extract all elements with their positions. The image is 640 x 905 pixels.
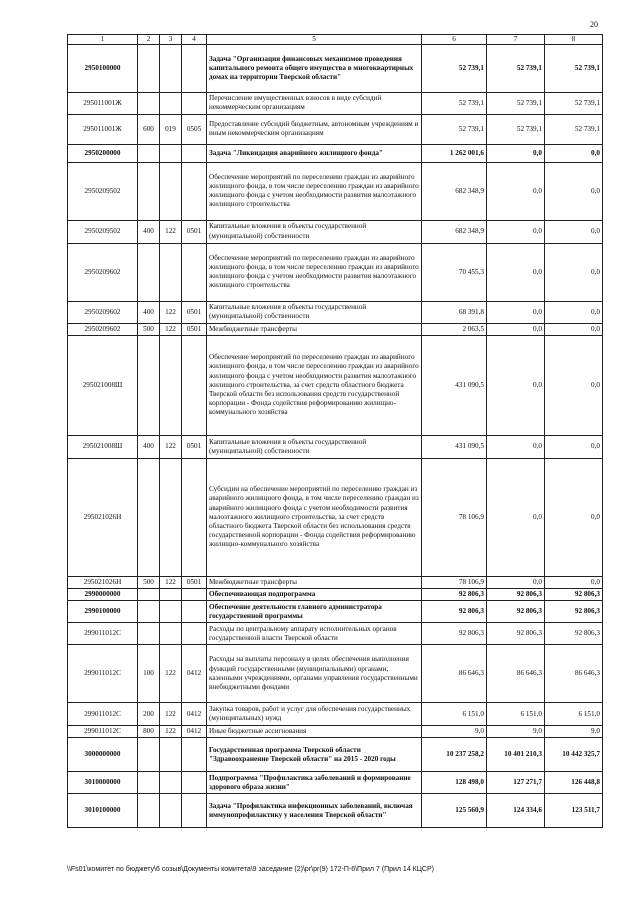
- admin-code-cell: 122: [160, 645, 182, 703]
- amount-col8-cell: 86 646,3: [545, 645, 603, 703]
- budget-code-cell: 2950209502: [68, 162, 138, 220]
- table-body: [68, 45, 603, 828]
- section-code-cell: 0501: [182, 576, 207, 588]
- item-name-cell: Задача "Организация финансовых механизмов проведения капитального ремонта общего имущества в многоквартирных домах на территории Тверской области": [207, 45, 422, 93]
- section-code-cell: [182, 335, 207, 435]
- budget-code-cell: 2950209602: [68, 243, 138, 301]
- expense-type-cell: [138, 589, 160, 601]
- amount-col7-cell: 86 646,3: [487, 645, 545, 703]
- amount-col6-cell: 431 090,5: [422, 435, 487, 458]
- amount-col6-cell: 9,0: [422, 726, 487, 738]
- amount-col8-cell: 0,0: [545, 220, 603, 243]
- amount-col6-cell: 92 806,3: [422, 601, 487, 623]
- expense-type-cell: 800: [138, 726, 160, 738]
- budget-code-cell: 2950209602: [68, 301, 138, 323]
- header-col-6: 6: [422, 35, 487, 45]
- amount-col7-cell: 52 739,1: [487, 93, 545, 114]
- table-row: [68, 243, 603, 301]
- item-name-cell: Закупка товаров, работ и услуг для обеспечения государственных (муниципальных) нужд: [207, 703, 422, 726]
- amount-col8-cell: 52 739,1: [545, 93, 603, 114]
- amount-col7-cell: 0,0: [487, 323, 545, 335]
- table-header-row: [68, 35, 603, 45]
- amount-col6-cell: 682 348,9: [422, 220, 487, 243]
- section-code-cell: [182, 623, 207, 645]
- header-col-5: 5: [207, 35, 422, 45]
- header-col-4: 4: [182, 35, 207, 45]
- admin-code-cell: [160, 162, 182, 220]
- amount-col8-cell: 126 448,8: [545, 772, 603, 794]
- expense-type-cell: 500: [138, 576, 160, 588]
- amount-col8-cell: 0,0: [545, 335, 603, 435]
- item-name-cell: Иные бюджетные ассигнования: [207, 726, 422, 738]
- amount-col8-cell: 52 739,1: [545, 114, 603, 144]
- section-code-cell: 0412: [182, 726, 207, 738]
- item-name-cell: Подпрограмма "Профилактика заболеваний и формирование здорового образа жизни": [207, 772, 422, 794]
- section-code-cell: [182, 589, 207, 601]
- amount-col7-cell: 0,0: [487, 162, 545, 220]
- table-row: [68, 645, 603, 703]
- expense-type-cell: [138, 243, 160, 301]
- budget-code-cell: 299011012С: [68, 703, 138, 726]
- table-row: [68, 726, 603, 738]
- amount-col7-cell: 0,0: [487, 576, 545, 588]
- amount-col6-cell: 52 739,1: [422, 93, 487, 114]
- item-name-cell: Задача "Ликвидация аварийного жилищного фонда": [207, 144, 422, 162]
- amount-col6-cell: 431 090,5: [422, 335, 487, 435]
- expense-type-cell: 200: [138, 703, 160, 726]
- admin-code-cell: [160, 794, 182, 828]
- expense-type-cell: 100: [138, 645, 160, 703]
- admin-code-cell: [160, 45, 182, 93]
- table-row: [68, 794, 603, 828]
- amount-col8-cell: 92 806,3: [545, 601, 603, 623]
- amount-col6-cell: 682 348,9: [422, 162, 487, 220]
- header-col-3: 3: [160, 35, 182, 45]
- section-code-cell: 0412: [182, 703, 207, 726]
- amount-col7-cell: 92 806,3: [487, 601, 545, 623]
- amount-col7-cell: 0,0: [487, 301, 545, 323]
- admin-code-cell: [160, 458, 182, 576]
- amount-col8-cell: 0,0: [545, 323, 603, 335]
- amount-col6-cell: 128 498,0: [422, 772, 487, 794]
- admin-code-cell: [160, 93, 182, 114]
- table-row: [68, 435, 603, 458]
- amount-col7-cell: 9,0: [487, 726, 545, 738]
- section-code-cell: [182, 458, 207, 576]
- expense-type-cell: 600: [138, 114, 160, 144]
- amount-col7-cell: 0,0: [487, 220, 545, 243]
- budget-code-cell: 3010000000: [68, 772, 138, 794]
- amount-col6-cell: 86 646,3: [422, 645, 487, 703]
- amount-col6-cell: 10 237 258,2: [422, 738, 487, 772]
- amount-col7-cell: 0,0: [487, 243, 545, 301]
- amount-col7-cell: 0,0: [487, 335, 545, 435]
- budget-code-cell: 295021026Н: [68, 458, 138, 576]
- section-code-cell: [182, 243, 207, 301]
- expense-type-cell: [138, 162, 160, 220]
- item-name-cell: Задача "Профилактика инфекционных заболеваний, включая иммунопрофилактику у населения Тверской области": [207, 794, 422, 828]
- amount-col8-cell: 0,0: [545, 435, 603, 458]
- header-col-8: 8: [545, 35, 603, 45]
- header-col-2: 2: [138, 35, 160, 45]
- budget-table: [67, 34, 603, 828]
- expense-type-cell: [138, 335, 160, 435]
- amount-col8-cell: 10 442 325,7: [545, 738, 603, 772]
- table-row: [68, 335, 603, 435]
- amount-col6-cell: 78 106,9: [422, 458, 487, 576]
- amount-col8-cell: 0,0: [545, 144, 603, 162]
- admin-code-cell: [160, 772, 182, 794]
- amount-col6-cell: 78 106,9: [422, 576, 487, 588]
- expense-type-cell: [138, 794, 160, 828]
- header-col-7: 7: [487, 35, 545, 45]
- amount-col6-cell: 125 560,9: [422, 794, 487, 828]
- admin-code-cell: 122: [160, 726, 182, 738]
- budget-code-cell: 2950100000: [68, 45, 138, 93]
- admin-code-cell: 122: [160, 703, 182, 726]
- table-row: [68, 458, 603, 576]
- amount-col7-cell: 10 401 210,3: [487, 738, 545, 772]
- expense-type-cell: [138, 623, 160, 645]
- amount-col6-cell: 70 455,3: [422, 243, 487, 301]
- item-name-cell: Межбюджетные трансферты: [207, 323, 422, 335]
- item-name-cell: Перечисление имущественных взносов в виде субсидий некоммерческим организациям: [207, 93, 422, 114]
- table-row: [68, 738, 603, 772]
- amount-col6-cell: 52 739,1: [422, 114, 487, 144]
- budget-code-cell: 299011012С: [68, 645, 138, 703]
- table-row: [68, 93, 603, 114]
- amount-col7-cell: 124 334,6: [487, 794, 545, 828]
- item-name-cell: Обеспечение мероприятий по переселению граждан из аварийного жилищного фонда, в том числе переселению граждан из аварийного жилищного фонда с учетом необходимости развития малоэтажного жилищного строительства: [207, 162, 422, 220]
- amount-col8-cell: 0,0: [545, 458, 603, 576]
- item-name-cell: Расходы на выплаты персоналу в целях обеспечения выполнения функций государственными (муниципальными) органами, казенными учреждениями, органами управления государственными внебюджетными фондами: [207, 645, 422, 703]
- item-name-cell: Обеспечение мероприятий по переселению граждан из аварийного жилищного фонда, в том числе переселению граждан из аварийного жилищного фонда с учетом необходимости развития малоэтажного жилищного строительства: [207, 243, 422, 301]
- section-code-cell: 0501: [182, 301, 207, 323]
- amount-col8-cell: 0,0: [545, 576, 603, 588]
- amount-col8-cell: 0,0: [545, 301, 603, 323]
- expense-type-cell: 400: [138, 301, 160, 323]
- expense-type-cell: [138, 45, 160, 93]
- amount-col7-cell: 0,0: [487, 458, 545, 576]
- section-code-cell: 0501: [182, 323, 207, 335]
- amount-col6-cell: 1 262 001,6: [422, 144, 487, 162]
- admin-code-cell: 019: [160, 114, 182, 144]
- table-row: [68, 301, 603, 323]
- expense-type-cell: 400: [138, 435, 160, 458]
- budget-code-cell: 295011001Ж: [68, 93, 138, 114]
- expense-type-cell: 400: [138, 220, 160, 243]
- budget-code-cell: 295021008Ш: [68, 335, 138, 435]
- expense-type-cell: 500: [138, 323, 160, 335]
- amount-col8-cell: 6 151,0: [545, 703, 603, 726]
- admin-code-cell: 122: [160, 220, 182, 243]
- section-code-cell: 0501: [182, 220, 207, 243]
- amount-col6-cell: 68 391,8: [422, 301, 487, 323]
- budget-code-cell: 2950209502: [68, 220, 138, 243]
- amount-col6-cell: 2 063,5: [422, 323, 487, 335]
- budget-code-cell: 3000000000: [68, 738, 138, 772]
- table-row: [68, 772, 603, 794]
- admin-code-cell: [160, 589, 182, 601]
- section-code-cell: [182, 45, 207, 93]
- item-name-cell: Капитальные вложения в объекты государственной (муниципальной) собственности: [207, 301, 422, 323]
- budget-code-cell: 3010100000: [68, 794, 138, 828]
- section-code-cell: [182, 794, 207, 828]
- section-code-cell: [182, 772, 207, 794]
- section-code-cell: 0412: [182, 645, 207, 703]
- admin-code-cell: 122: [160, 435, 182, 458]
- budget-code-cell: 2950200000: [68, 144, 138, 162]
- budget-code-cell: 295021026Н: [68, 576, 138, 588]
- item-name-cell: Обеспечивающая подпрограмма: [207, 589, 422, 601]
- section-code-cell: [182, 162, 207, 220]
- amount-col7-cell: 127 271,7: [487, 772, 545, 794]
- item-name-cell: Государственная программа Тверской области "Здравоохранение Тверской области" на 2015 - 2020 годы: [207, 738, 422, 772]
- section-code-cell: [182, 144, 207, 162]
- amount-col7-cell: 0,0: [487, 144, 545, 162]
- item-name-cell: Предоставление субсидий бюджетным, автономным учреждениям и иным некоммерческим организациям: [207, 114, 422, 144]
- amount-col8-cell: 52 739,1: [545, 45, 603, 93]
- amount-col7-cell: 92 806,3: [487, 623, 545, 645]
- admin-code-cell: [160, 623, 182, 645]
- item-name-cell: Капитальные вложения в объекты государственной (муниципальной) собственности: [207, 220, 422, 243]
- amount-col6-cell: 6 151,0: [422, 703, 487, 726]
- amount-col7-cell: 6 151,0: [487, 703, 545, 726]
- section-code-cell: [182, 601, 207, 623]
- section-code-cell: 0501: [182, 435, 207, 458]
- admin-code-cell: [160, 335, 182, 435]
- expense-type-cell: [138, 738, 160, 772]
- table-row: [68, 220, 603, 243]
- table-row: [68, 623, 603, 645]
- admin-code-cell: 122: [160, 323, 182, 335]
- table-row: [68, 601, 603, 623]
- amount-col8-cell: 92 806,3: [545, 623, 603, 645]
- budget-code-cell: 2990100000: [68, 601, 138, 623]
- amount-col7-cell: 92 806,3: [487, 589, 545, 601]
- budget-code-cell: 299011012С: [68, 726, 138, 738]
- amount-col7-cell: 52 739,1: [487, 114, 545, 144]
- section-code-cell: 0505: [182, 114, 207, 144]
- table-row: [68, 589, 603, 601]
- budget-code-cell: 2990000000: [68, 589, 138, 601]
- expense-type-cell: [138, 772, 160, 794]
- expense-type-cell: [138, 93, 160, 114]
- table-row: [68, 703, 603, 726]
- admin-code-cell: [160, 243, 182, 301]
- item-name-cell: Обеспечение деятельности главного администратора государственной программы: [207, 601, 422, 623]
- expense-type-cell: [138, 601, 160, 623]
- footer-file-path: \\Fs01\комитет по бюджету\6 созыв\Документы комитета\9 заседание (2)\pr\pr(9) 172-П-6\Прил 7 (Прил 14 КЦСР): [67, 866, 434, 873]
- section-code-cell: [182, 738, 207, 772]
- table-row: [68, 144, 603, 162]
- amount-col8-cell: 0,0: [545, 162, 603, 220]
- page-number: 20: [590, 20, 598, 29]
- amount-col8-cell: 92 806,3: [545, 589, 603, 601]
- table-row: [68, 323, 603, 335]
- table-row: [68, 114, 603, 144]
- header-col-1: 1: [68, 35, 138, 45]
- amount-col8-cell: 0,0: [545, 243, 603, 301]
- budget-code-cell: 299011012С: [68, 623, 138, 645]
- budget-code-cell: 295011001Ж: [68, 114, 138, 144]
- item-name-cell: Расходы по центральному аппарату исполнительных органов государственной власти Тверской области: [207, 623, 422, 645]
- amount-col6-cell: 52 739,1: [422, 45, 487, 93]
- section-code-cell: [182, 93, 207, 114]
- item-name-cell: Капитальные вложения в объекты государственной (муниципальной) собственности: [207, 435, 422, 458]
- admin-code-cell: [160, 601, 182, 623]
- expense-type-cell: [138, 458, 160, 576]
- item-name-cell: Межбюджетные трансферты: [207, 576, 422, 588]
- admin-code-cell: 122: [160, 301, 182, 323]
- item-name-cell: Субсидии на обеспечение мероприятий по переселению граждан из аварийного жилищного фонда, в том числе переселению граждан из аварийного жилищного фонда с учетом необходимости развития малоэтажного жилищного строительства, за счет средств областного бюджета Тверской области без использования средств государственной корпорации - Фонда содействия реформированию жилищно-коммунального хозяйства: [207, 458, 422, 576]
- admin-code-cell: [160, 738, 182, 772]
- table-row: [68, 576, 603, 588]
- amount-col7-cell: 0,0: [487, 435, 545, 458]
- item-name-cell: Обеспечение мероприятий по переселению граждан из аварийного жилищного фонда, в том числе переселению граждан из аварийного жилищного фонда с учетом необходимости развития малоэтажного жилищного строительства, за счет средств областного бюджета Тверской области без использования средств государственной корпорации - Фонда содействия реформированию жилищно-коммунального хозяйства: [207, 335, 422, 435]
- admin-code-cell: 122: [160, 576, 182, 588]
- budget-code-cell: 295021008Ш: [68, 435, 138, 458]
- expense-type-cell: [138, 144, 160, 162]
- budget-code-cell: 2950209602: [68, 323, 138, 335]
- amount-col8-cell: 9,0: [545, 726, 603, 738]
- admin-code-cell: [160, 144, 182, 162]
- table-row: [68, 45, 603, 93]
- table-row: [68, 162, 603, 220]
- amount-col8-cell: 123 511,7: [545, 794, 603, 828]
- amount-col6-cell: 92 806,3: [422, 623, 487, 645]
- amount-col6-cell: 92 806,3: [422, 589, 487, 601]
- amount-col7-cell: 52 739,1: [487, 45, 545, 93]
